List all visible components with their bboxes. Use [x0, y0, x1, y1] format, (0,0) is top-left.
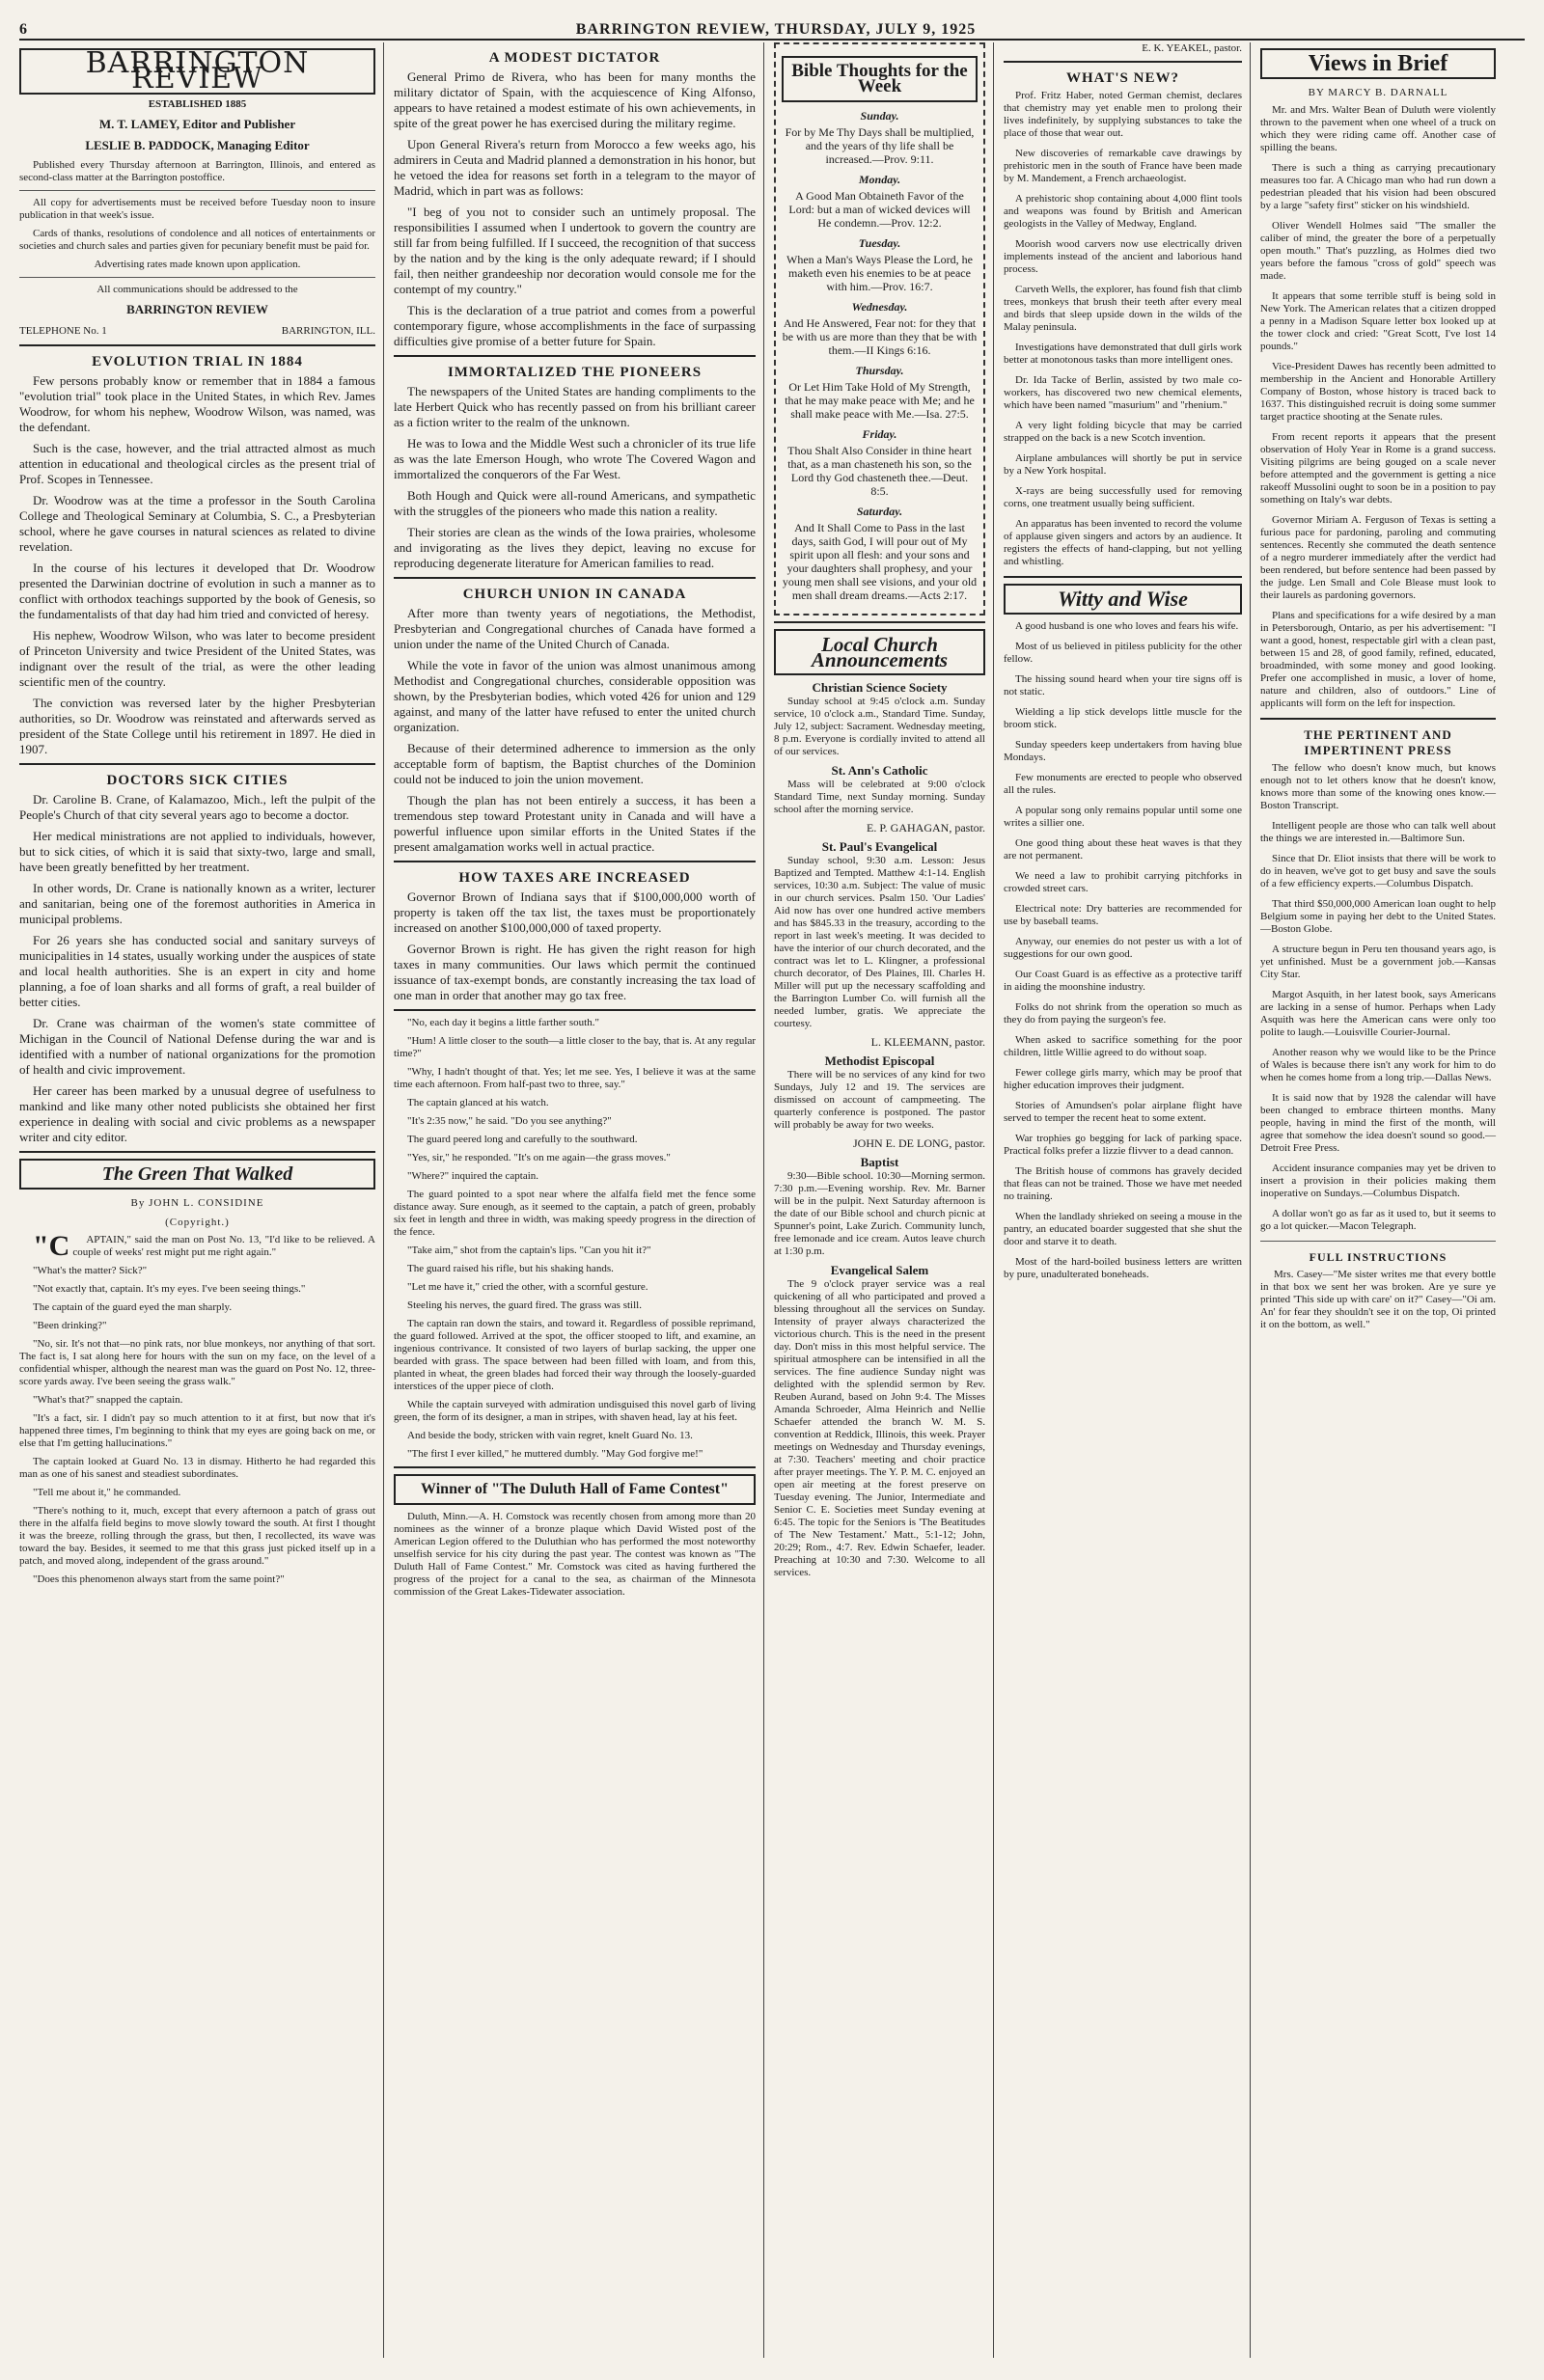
green-walked-paragraph: "Take aim," shot from the captain's lips. "Can you hit it?": [407, 1245, 651, 1256]
evangelical-sign: E. K. YEAKEL, pastor.: [1142, 42, 1242, 54]
evolution-paragraph: Few persons probably know or remember that in 1884 a famous "evolution trial" took place in the United States, in which Rev. James Woodrow, for whom his nephew, Woodrow Wilson, was named, was the defendant.: [19, 373, 375, 434]
dictator-paragraph: "I beg of you not to consider such an untimely proposal. The responsibilities I assumed when I undertook to govern the country are still far from being fulfilled. If I succeed, the recognition of that success by the nation and by the king is the only adequate reward; if I should fail, then neither grandeeship nor decoration would console me for the contempt of my country.": [394, 205, 756, 296]
column-3: [774, 42, 994, 2358]
witty-wise-item: Our Coast Guard is as effective as a protective tariff in aiding the moonshine industry.: [1004, 969, 1242, 993]
bible-day-verse: And It Shall Come to Pass in the last days, saith God, I will pour out of My spirit upon all flesh: and your sons and your daughters shall prophesy, and your young men shall see visions, and your old men shall dream dreams.—Acts 2:17.: [782, 521, 978, 602]
masthead-published: Published every Thursday afternoon at Barrington, Illinois, and entered as second-class matter at the Barrington postoffice.: [19, 159, 375, 183]
witty-wise-item: Most of the hard-boiled business letters are written by pure, unadulterated boneheads.: [1004, 1256, 1242, 1280]
pertinent-item: The fellow who doesn't know much, but knows enough not to let others know that he doesn't know, knows more than some of the knowing ones know.—Boston Transcript.: [1260, 762, 1496, 811]
witty-wise-item: One good thing about these heat waves is that they are not permanent.: [1004, 837, 1242, 862]
views-brief-title: Views in Brief: [1260, 48, 1496, 79]
doctors-paragraph: Dr. Caroline B. Crane, of Kalamazoo, Mich., left the pulpit of the People's Church of that city several years ago to become a doctor.: [19, 792, 375, 822]
running-title: BARRINGTON REVIEW, THURSDAY, JULY 9, 1925: [575, 21, 977, 38]
witty-wise-title: Witty and Wise: [1004, 584, 1242, 615]
green-walked-paragraph: And beside the body, stricken with vain regret, knelt Guard No. 13.: [407, 1430, 693, 1441]
dictator-heading: A MODEST DICTATOR: [488, 50, 661, 66]
witty-wise-item: Most of us believed in pitiless publicity for the other fellow.: [1004, 641, 1242, 665]
green-walked-paragraph: Steeling his nerves, the guard fired. The grass was still.: [407, 1299, 642, 1311]
pioneers-heading: IMMORTALIZED THE PIONEERS: [447, 365, 703, 380]
green-walked-paragraph: The guard peered long and carefully to the southward.: [407, 1134, 638, 1145]
taxes-paragraph: Governor Brown of Indiana says that if $100,000,000 worth of property is taken off the tax list, the taxes must be proportionately increased on another $100,000,000 of taxed property.: [394, 889, 756, 935]
witty-wise-item: When asked to sacrifice something for the poor children, little Willie agreed to do without soap.: [1004, 1034, 1242, 1058]
church-notice: Sunday school at 9:45 o'clock a.m. Sunday service, 10 o'clock a.m., Standard Time. Sunday, July 12, subject: Sacrament. Wednesday meeting, 8 p.m. Everyone is cordially invited to attend all of our services.: [774, 696, 985, 757]
evolution-article: [19, 373, 375, 757]
church-name: St. Paul's Evangelical: [821, 839, 938, 854]
church-notice: There will be no services of any kind for two Sundays, July 12 and 19. The services are dismissed on account of campmeeting. The quarterly conference is postponed. The pastor will probably be away for two weeks.: [774, 1069, 985, 1131]
bible-day-verse: Or Let Him Take Hold of My Strength, that he may make peace with Me; and he shall make peace with Me.—Isa. 27:5.: [785, 380, 975, 421]
masthead-cards-note: Cards of thanks, resolutions of condolence and all notices of entertainments or societies and church sales and parties given for pecuniary benefit must be paid for.: [19, 228, 375, 252]
column-1: [19, 42, 384, 2358]
views-brief-list: [1260, 104, 1496, 710]
views-brief-item: Oliver Wendell Holmes said "The smaller the caliber of mind, the greater the bore of a perpetually open mouth." That's puzzling, as Holmes died two years before the famous "cross of gold" speech was made.: [1260, 220, 1496, 282]
green-walked-paragraph: "Been drinking?": [33, 1320, 107, 1331]
witty-wise-item: We need a law to prohibit carrying pitchforks in crowded street cars.: [1004, 870, 1242, 894]
local-church-title: Local Church Announcements: [774, 629, 985, 675]
whats-new-title: WHAT'S NEW?: [1066, 70, 1179, 86]
pertinent-item: Margot Asquith, in her latest book, says Americans are lacking in a sense of humor. Perhaps when Lady Asquith was here the American cans were only too polite to laugh.—Louisville Courier-Journal.: [1260, 989, 1496, 1038]
pertinent-item: That third $50,000,000 American loan ought to help Belgium some in paying her debt to the United States.—Boston Globe.: [1260, 898, 1496, 935]
pertinent-item: A structure begun in Peru ten thousand years ago, is yet unfinished. Must be a government job.—Kansas City Star.: [1260, 944, 1496, 980]
doctors-paragraph: Dr. Crane was chairman of the women's state committee of Michigan in the Council of National Defense during the war and is identified with a number of national organizations for the promotion of health and civic improvement.: [19, 1016, 375, 1077]
whats-new-item: Prof. Fritz Haber, noted German chemist, declares that chemistry may yet enable men to prolong their lives indefinitely, by supplying substances to take the place of those that wear out.: [1004, 90, 1242, 139]
witty-wise-item: The British house of commons has gravely decided that fleas can not be trained. Those we have met needed no training.: [1004, 1165, 1242, 1202]
instructions-text: Mrs. Casey—"Me sister writes me that every bottle in that box we sent her was broken. Are ye sure ye printed 'This side up with care' on it?" Casey—"Oi am. An' for fear they shouldn't see it on the top, Oi printed it on the bottom, as well.": [1260, 1269, 1496, 1330]
dictator-paragraph: Upon General Rivera's return from Morocco a few weeks ago, his admirers in Ceuta and Madrid planned a demonstration in his honor, but he vetoed the idea for reasons set forth in a telegram to the mayor of Madrid, which in part was as follows:: [394, 137, 756, 198]
pertinent-item: A dollar won't go as far as it used to, but it seems to go a lot quicker.—Macon Telegraph.: [1260, 1208, 1496, 1232]
evolution-paragraph: In the course of his lectures it developed that Dr. Woodrow presented the Darwinian doctrine of evolution in such a manner as to conflict with orthodox teachings supported by the book of Genesis, so the fundamentalists of that day had him tried and convicted of heresy.: [19, 561, 375, 621]
green-walked-paragraph: "No, each day it begins a little farther south.": [407, 1017, 599, 1028]
pertinent-item: It is said now that by 1928 the calendar will have been changed to embrace thirteen months. Many people, having in mind the first of the month, will agree that somehow the idea doesn't sound so good.—Detroit Free Press.: [1260, 1092, 1496, 1154]
bible-day-label: Thursday.: [855, 364, 904, 377]
masthead-location: BARRINGTON, ILL.: [281, 325, 375, 337]
green-walked-paragraph: The captain glanced at his watch.: [407, 1097, 549, 1108]
bible-day-verse: For by Me Thy Days shall be multiplied, and the years of thy life shall be increased.—Prov. 9:11.: [785, 125, 975, 166]
witty-wise-item: War trophies go begging for lack of parking space. Practical folks prefer a lizzie flivver to a dead cannon.: [1004, 1133, 1242, 1157]
bible-day-label: Wednesday.: [851, 300, 908, 314]
witty-wise-item: Wielding a lip stick develops little muscle for the broom stick.: [1004, 706, 1242, 730]
masthead-rates-note: Advertising rates made known upon application.: [94, 259, 301, 270]
church-list: [774, 681, 985, 1579]
bible-day-label: Friday.: [862, 427, 897, 441]
pertinent-title: THE PERTINENT AND IMPERTINENT PRESS: [1304, 727, 1452, 757]
masthead-title: BARRINGTON REVIEW: [19, 48, 375, 95]
church-notice: Sunday school, 9:30 a.m. Lesson: Jesus Baptized and Tempted. Matthew 4:1-14. English services, 10:30 a.m. Subject: The value of music in our church services. Psalm 150. 'Our Ladies' Aid now has over one hundred active members and has $845.33 in the treasury, according to the report in last week's meeting. It was decided to have the interior of our church decorated, and the contract was let to L. Klingner, a professional church decorator, of Des Plaines, Ill. Charles H. Miller will put up the necessary scaffolding and the Barrington Lumber Co. will furnish all the needed lumber, gratis. We appreciate the courtesy.: [774, 855, 985, 1029]
whats-new-list: [1004, 90, 1242, 568]
church-signoff: JOHN E. DE LONG, pastor.: [853, 1136, 985, 1150]
bible-day-label: Sunday.: [860, 109, 899, 123]
doctors-paragraph: For 26 years she has conducted social and sanitary surveys of municipalities in 14 states, usually working under the auspices of state and local health authorities. She is an expert in city and home planning, a foe of loan sharks and all forms of graft, a real builder of better cities.: [19, 933, 375, 1009]
evolution-paragraph: Dr. Woodrow was at the time a professor in the South Carolina College and Theological Seminary at Columbia, S. C., a Presbyterian school, where he gave courses in natural sciences as related to divine revelation.: [19, 493, 375, 554]
green-walked-story-part2: [394, 1017, 756, 1461]
green-walked-paragraph: "It's a fact, sir. I didn't pay so much attention to it at first, but now that it's happened three times, I'm beginning to think that my eyes are going back on me, or else that I'm getting hallucinations.": [19, 1412, 375, 1449]
green-walked-paragraph: "No, sir. It's not that—no pink rats, nor blue monkeys, nor anything of that sort. The fact is, I sat along here for hours with the sun on my face, on the level of a confidential whisper, although the nearest man was the guard on Post No. 12, three-score yards away. I've been seeing the grass walk.": [19, 1338, 375, 1387]
views-brief-item: Vice-President Dawes has recently been admitted to membership in the Ancient and Honorable Artillery Company of Boston, whose history is traced back to 1637. This distinguished recruit is doing some summer target practice shooting at the Senate rules.: [1260, 361, 1496, 423]
evangelical-continued: [1004, 42, 1242, 55]
masthead-editor: M. T. LAMEY, Editor and Publisher: [98, 117, 296, 131]
doctors-paragraph: Her career has been marked by a unusual degree of usefulness to mankind and like many other noted publicists she obtained her first experience in dealing with social and civic problems as a newspaper writer and city editor.: [19, 1083, 375, 1144]
church-name: Evangelical Salem: [830, 1263, 929, 1277]
bible-day-label: Monday.: [858, 173, 901, 186]
green-walked-paragraph: The captain looked at Guard No. 13 in dismay. Hitherto he had regarded this man as one of his sanest and steadiest subordinates.: [19, 1456, 375, 1480]
evolution-heading: EVOLUTION TRIAL IN 1884: [92, 354, 303, 369]
green-walked-title: The Green That Walked: [19, 1159, 375, 1190]
masthead-address-name: BARRINGTON REVIEW: [126, 302, 268, 316]
church-union-paragraph: Though the plan has not been entirely a success, it has been a tremendous step toward Protestant unity in Canada and will have a powerful influence upon similar efforts in the United States if the present amalgamation works well in actual practice.: [394, 793, 756, 854]
bible-thoughts-title: Bible Thoughts for the Week: [782, 56, 978, 102]
green-walked-paragraph: "Let me have it," cried the other, with a scornful gesture.: [407, 1281, 648, 1293]
whats-new-item: Investigations have demonstrated that dull girls work better at monotonous tasks than more intelligent ones.: [1004, 342, 1242, 366]
church-signoff: L. KLEEMANN, pastor.: [870, 1035, 985, 1049]
masthead-copy-note: All copy for advertisements must be received before Tuesday noon to insure publication in that week's issue.: [19, 197, 375, 221]
green-walked-paragraph: "What's that?" snapped the captain.: [33, 1394, 183, 1406]
witty-wise-item: When the landlady shrieked on seeing a mouse in the pantry, an educated boarder suggested that she shut the door and starve it to death.: [1004, 1211, 1242, 1247]
bible-day-label: Tuesday.: [858, 236, 901, 250]
views-brief-byline: BY MARCY B. DARNALL: [1308, 87, 1448, 98]
green-walked-paragraph: "CAPTAIN," said the man on Post No. 13, "I'd like to be relieved. A couple of weeks' rest might put me right again.": [33, 1230, 375, 1262]
pertinent-item: Intelligent people are those who can talk well about the things we are interested in.—Baltimore Sun.: [1260, 820, 1496, 844]
bible-day-verse: A Good Man Obtaineth Favor of the Lord: but a man of wicked devices will He condemn.—Prov. 12:2.: [788, 189, 971, 230]
church-notice: 9:30—Bible school. 10:30—Morning sermon. 7:30 p.m.—Evening worship. Rev. Mr. Barner will be in the pulpit. Next Saturday afternoon is the date of our Bible school and church picnic at Spunner's point, Lake Zurich. Community lunch, free lemonade and ice cream. Autos leave church at 1:30 p.m.: [774, 1170, 985, 1257]
page-number: 6: [19, 21, 27, 38]
whats-new-item: Dr. Ida Tacke of Berlin, assisted by two male co-workers, has discovered two new chemical elements, which have been named "masurium" and "rhenium.": [1004, 374, 1242, 411]
views-brief-item: Mr. and Mrs. Walter Bean of Duluth were violently thrown to the pavement when one wheel of a truck on which they were riding came off. Another case of spilling the beans.: [1260, 104, 1496, 153]
witty-wise-item: Sunday speeders keep undertakers from having blue Mondays.: [1004, 739, 1242, 763]
church-name: Christian Science Society: [812, 680, 948, 695]
bible-day-label: Saturday.: [856, 505, 903, 518]
views-brief-item: Plans and specifications for a wife desired by a man in Petersborough, Ontario, as per his advertisement: "I want a good, honest, respectable girl with a clean past, between 15 and 28, of good family, refined, educated, broadminded, with some money and good looking. Prefer one accomplished in music, a lover of home, nature and children, also of outdoors." Line of applicants will form on the left for inspection.: [1260, 610, 1496, 709]
green-walked-paragraph: "The first I ever killed," he muttered dumbly. "May God forgive me!": [407, 1448, 703, 1460]
bible-day-verse: And He Answered, Fear not: for they that be with us are more than they that be with them.—II Kings 6:16.: [782, 316, 978, 357]
taxes-paragraph: Governor Brown is right. He has given the right reason for high taxes in many communities. Our laws which permit the continued issuance of tax-exempt bonds, are constantly increasing the tax load of one man in order that another may go tax free.: [394, 942, 756, 1002]
green-walked-paragraph: "Not exactly that, captain. It's my eyes. I've been seeing things.": [33, 1283, 306, 1295]
green-walked-story-part1: [19, 1230, 375, 1586]
witty-wise-item: A good husband is one who loves and fears his wife.: [1015, 620, 1239, 632]
pertinent-item: Another reason why we would like to be the Prince of Wales is because there isn't any work for him to do when he comes home from a long trip.—Dallas News.: [1260, 1047, 1496, 1083]
whats-new-item: An apparatus has been invented to record the volume of applause given singers and actors by an audience. It registers the effects of hand-clapping, but not yelling and whistling.: [1004, 518, 1242, 567]
masthead-contact-row: [19, 323, 375, 339]
whats-new-item: A prehistoric shop containing about 4,000 flint tools and weapons was found by British and American geologists in the Valley of Medway, England.: [1004, 193, 1242, 230]
pertinent-list: [1260, 762, 1496, 1233]
pertinent-item: Since that Dr. Eliot insists that there will be work to do in heaven, we've got to get busy and save the souls of a few efficiency experts.—Columbus Dispatch.: [1260, 853, 1496, 889]
bible-day-verse: When a Man's Ways Please the Lord, he maketh even his enemies to be at peace with him.—Prov. 16:7.: [786, 253, 973, 293]
church-signoff: E. P. GAHAGAN, pastor.: [867, 821, 985, 834]
church-notice: Mass will be celebrated at 9:00 o'clock Standard Time, next Sunday morning. Sunday school after the morning service.: [774, 779, 985, 815]
green-walked-paragraph: "Why, I hadn't thought of that. Yes; let me see. Yes, I believe it was at the same time each afternoon. From half-past two to three, say.": [394, 1066, 756, 1090]
green-walked-paragraph: "Where?" inquired the captain.: [407, 1170, 539, 1182]
running-header: [19, 17, 1525, 41]
witty-wise-item: The hissing sound heard when your tire signs off is not static.: [1004, 673, 1242, 698]
church-union-paragraph: While the vote in favor of the union was almost unanimous among Methodist and Congregational churches, considerable opposition was shown, by the Presbyterian bodies, which voted 426 for union and 129 against, and many of the latter have refused to enter the united church organization.: [394, 658, 756, 734]
views-brief-item: Governor Miriam A. Ferguson of Texas is setting a furious pace for pardoning, paroling and commuting sentences. Recently she commuted the death sentence of a negro murderer immediately after the verdict had been rendered, but before sentence had been passed by the judge. Len Small and Cole Blease must look to their laurels as pardoning governors.: [1260, 514, 1496, 601]
evolution-paragraph: His nephew, Woodrow Wilson, who was later to become president of Princeton University and twice President of the United States, was indignant over the result of the trial, as were the other leading scientific men of the country.: [19, 628, 375, 689]
green-walked-paragraph: While the captain surveyed with admiration undisguised this novel garb of living green, the form of its designer, a man in stripes, with shaven head, lay at his feet.: [394, 1399, 756, 1423]
church-union-paragraph: After more than twenty years of negotiations, the Methodist, Presbyterian and Congregational churches of Canada have formed a union under the name of the United Church of Canada.: [394, 606, 756, 651]
taxes-heading: HOW TAXES ARE INCREASED: [458, 870, 691, 886]
green-walked-paragraph: "There's nothing to it, much, except that every afternoon a patch of grass out there in the alfalfa field begins to move slowly toward the south. At first I thought it was the breeze, rolling through the grass, but then, I recollected, its wave was toward the bay. Besides, it seemed to me that this grass just picked itself up in a patch, and moved along, independent of the grass around.": [19, 1505, 375, 1567]
doctors-article: [19, 792, 375, 1145]
pioneers-paragraph: The newspapers of the United States are handing compliments to the late Herbert Quick who has recently passed on from his brilliant career as a fiction writer to the realm of the unknown.: [394, 384, 756, 429]
views-brief-item: There is such a thing as carrying precautionary measures too far. A Chicago man who had run down a pedestrian pleaded that his vision had been obscured by a large "safety first" sticker on his windshield.: [1260, 162, 1496, 211]
green-walked-paragraph: The captain of the guard eyed the man sharply.: [33, 1301, 233, 1313]
witty-wise-item: Few monuments are erected to people who observed all the rules.: [1004, 772, 1242, 796]
witty-wise-item: Electrical note: Dry batteries are recommended for use by baseball teams.: [1004, 903, 1242, 927]
doctors-paragraph: In other words, Dr. Crane is nationally known as a writer, lecturer and sanitarian, being one of the foremost authorities in America in municipal problems.: [19, 881, 375, 926]
church-name: St. Ann's Catholic: [831, 763, 928, 778]
pertinent-item: Accident insurance companies may yet be driven to insert a provision in their policies making them inoperative on Sundays.—Columbus Dispatch.: [1260, 1163, 1496, 1199]
views-brief-item: From recent reports it appears that the present observation of Holy Year in Rome is a grand success. Visiting pilgrims are being gouged on a scale never before attempted and the government is getting a nice rakeoff Mussolini ought to soon be in a position to pay something on Italy's war debts.: [1260, 431, 1496, 506]
whats-new-item: A very light folding bicycle that may be carried strapped on the back is a new Scotch invention.: [1004, 420, 1242, 444]
whats-new-item: Carveth Wells, the explorer, has found fish that climb trees, monkeys that brush their teeth after every meal and birds that sleep upside down in the wilds of the Malay peninsula.: [1004, 284, 1242, 333]
church-notice: The 9 o'clock prayer service was a real quickening of all who participated and proved a blessing throughout all the services on Sunday. Intensity of prayer always characterized the victorious church. This is the need in the present day. Don't miss in this most helpful service. The spiritual atmosphere can be intensified in all the services. The fine audience Sunday night was delighted with the splendid sermon by Rev. Reuben Aurand, based on John 9:4. The Misses Amanda Schroeder, Alma Heinrich and Nellie Schaefer attended the branch W. M. S. convention at Reddick, Illinois, this week. Prayer meetings on Wednesday and Thursday evenings, at 7:30. Teachers' meeting and choir practice after prayer meetings. The Y. P. M. C. enjoyed an open air meeting at the forest preserve on Tuesday evening. The Junior, Intermediate and Senior C. E. Societies meet Sunday evening at 6:45. The topic for the Seniors is 'The Beatitudes of The New Testament.' Matt., 5:1-12; John, 20:29; Rom., 4:7. Rev. Edwin Schaefer, leader. Preaching at 10:30 and 7:30. Welcome to all services.: [774, 1278, 985, 1578]
masthead-managing-editor: LESLIE B. PADDOCK, Managing Editor: [85, 138, 310, 152]
masthead-telephone: TELEPHONE No. 1: [19, 325, 107, 337]
whats-new-item: Moorish wood carvers now use electrically driven implements instead of the ancient and laborious hand process.: [1004, 238, 1242, 275]
column-4: [1004, 42, 1251, 2358]
doctors-paragraph: Her medical ministrations are not applied to individuals, however, but to sick cities, of which it is said that sixty-two, large and small, have been greatly benefitted by her treatment.: [19, 829, 375, 874]
evolution-paragraph: The conviction was reversed later by the higher Presbyterian authorities, so Dr. Woodrow was reinstated and afterwards served as president of the State College until his retirement in 1897. He died in 1907.: [19, 696, 375, 756]
church-union-paragraph: Because of their determined adherence to immersion as the only acceptable form of baptism, the Baptist churches of the Dominion could not be induced to join the union movement.: [394, 741, 756, 786]
witty-wise-list: [1004, 620, 1242, 1281]
church-union-heading: CHURCH UNION IN CANADA: [462, 587, 687, 602]
church-name: Baptist: [860, 1155, 899, 1169]
green-walked-paragraph: The captain ran down the stairs, and toward it. Regardless of possible reprimand, the guard followed. Arrived at the spot, the officer stooped to lift, and examine, an ingenious contrivance. It consisted of two layers of burlap sacking, the upper one bearded with grass. The space between had been filled with loam, and from this, planted in wheat, the green blades had forced their way through the loosely-guarded interstices of the upper piece of cloth.: [394, 1318, 756, 1392]
views-brief-item: It appears that some terrible stuff is being sold in New York. The American relates that a citizen dropped a penny in a Madison Square letter box looked up at the tower clock and cried: "Great Scott, I've lost 14 pounds.": [1260, 290, 1496, 352]
masthead-address-note: All communications should be addressed to the: [96, 284, 298, 295]
instructions-title: FULL INSTRUCTIONS: [1309, 1250, 1448, 1264]
whats-new-item: New discoveries of remarkable cave drawings by prehistoric men in the south of France have been made by M. Mandement, a French archaeologist.: [1004, 148, 1242, 184]
column-2: [394, 42, 764, 2358]
green-walked-paragraph: "Hum! A little closer to the south—a little closer to the bay, that is. At any regular time?": [394, 1035, 756, 1059]
evolution-paragraph: Such is the case, however, and the trial attracted almost as much attention in educational and theological circles as the present trial of Prof. Scopes in Tennessee.: [19, 441, 375, 486]
whats-new-item: X-rays are being successfully used for removing corns, one treatment usually being sufficient.: [1004, 485, 1242, 509]
green-walked-paragraph: The guard raised his rifle, but his shaking hands.: [407, 1263, 614, 1274]
pioneers-paragraph: Their stories are clean as the winds of the Iowa prairies, wholesome and invigorating as the lives they depict, leaving no excuse for reproducing degenerate literature for American families to read.: [394, 525, 756, 570]
dictator-paragraph: General Primo de Rivera, who has been for many months the military dictator of Spain, with the acquiescence of King Alfonso, appears to have retained a modest estimate of his own achievements, in spite of the great power he has exercised during the military regime.: [394, 69, 756, 130]
green-walked-copyright: (Copyright.): [165, 1217, 230, 1228]
green-walked-paragraph: "What's the matter? Sick?": [33, 1265, 148, 1276]
witty-wise-item: Fewer college girls marry, which may be proof that higher education improves their judgment.: [1004, 1067, 1242, 1091]
bible-thoughts-box: [774, 42, 985, 616]
bible-days-list: [782, 108, 978, 602]
column-5: [1260, 42, 1503, 2358]
green-walked-paragraph: "Tell me about it," he commanded.: [33, 1487, 181, 1498]
green-walked-paragraph: "It's 2:35 now," he said. "Do you see anything?": [407, 1115, 612, 1127]
masthead-established: ESTABLISHED 1885: [148, 98, 247, 110]
green-walked-paragraph: The guard pointed to a spot near where the alfalfa field met the fence some distance away. Sure enough, as it seemed to the captain, a patch of green, probably six feet in length and three in width, was making speedy progress in the direction of the fence.: [394, 1189, 756, 1238]
whats-new-item: Airplane ambulances will shortly be put in service by a New York hospital.: [1004, 452, 1242, 477]
doctors-heading: DOCTORS SICK CITIES: [106, 773, 289, 788]
dictator-paragraph: This is the declaration of a true patriot and comes from a powerful contemporary figure, whose accomplishments in the face of surpassing difficulties give promise of a better future for Spain.: [394, 303, 756, 348]
witty-wise-item: Folks do not shrink from the operation so much as they do from paying the surgeon's fee.: [1004, 1001, 1242, 1026]
green-walked-byline: By JOHN L. CONSIDINE: [130, 1197, 264, 1209]
pioneers-paragraph: He was to Iowa and the Middle West such a chronicler of its true life as was the late Emerson Hough, who wrote The Covered Wagon and immortalized the conquerors of the Far West.: [394, 436, 756, 481]
church-name: Methodist Episcopal: [824, 1053, 935, 1068]
duluth-title: Winner of "The Duluth Hall of Fame Contest": [394, 1474, 756, 1505]
pioneers-paragraph: Both Hough and Quick were all-round Americans, and sympathetic with the struggles of the pioneers who made this nation a reality.: [394, 488, 756, 518]
bible-day-verse: Thou Shalt Also Consider in thine heart that, as a man chasteneth his son, so the Lord thy God chasteneth thee.—Deut. 8:5.: [787, 444, 972, 498]
green-walked-paragraph: "Yes, sir," he responded. "It's on me again—the grass moves.": [407, 1152, 671, 1163]
green-walked-paragraph: "Does this phenomenon always start from the same point?": [33, 1573, 285, 1585]
witty-wise-item: A popular song only remains popular until some one writes a sillier one.: [1004, 805, 1242, 829]
duluth-text: Duluth, Minn.—A. H. Comstock was recently chosen from among more than 20 nominees as the winner of a bronze plaque which David Wisted post of the American Legion offered to the Duluthian who has performed the most noteworthy unselfish service for his city during the past year. The contest was known as "The Duluth Hall of Fame Contest." Mr. Comstock was cited as having furthered the progress of the project for a canal to the sea, as chairman of the Minnesota commission of the Great Lakes-Tidewater association.: [394, 1511, 756, 1598]
witty-wise-item: Stories of Amundsen's polar airplane flight have served to temper the recent heat to some extent.: [1004, 1100, 1242, 1124]
witty-wise-item: Anyway, our enemies do not pester us with a lot of suggestions for our own good.: [1004, 936, 1242, 960]
